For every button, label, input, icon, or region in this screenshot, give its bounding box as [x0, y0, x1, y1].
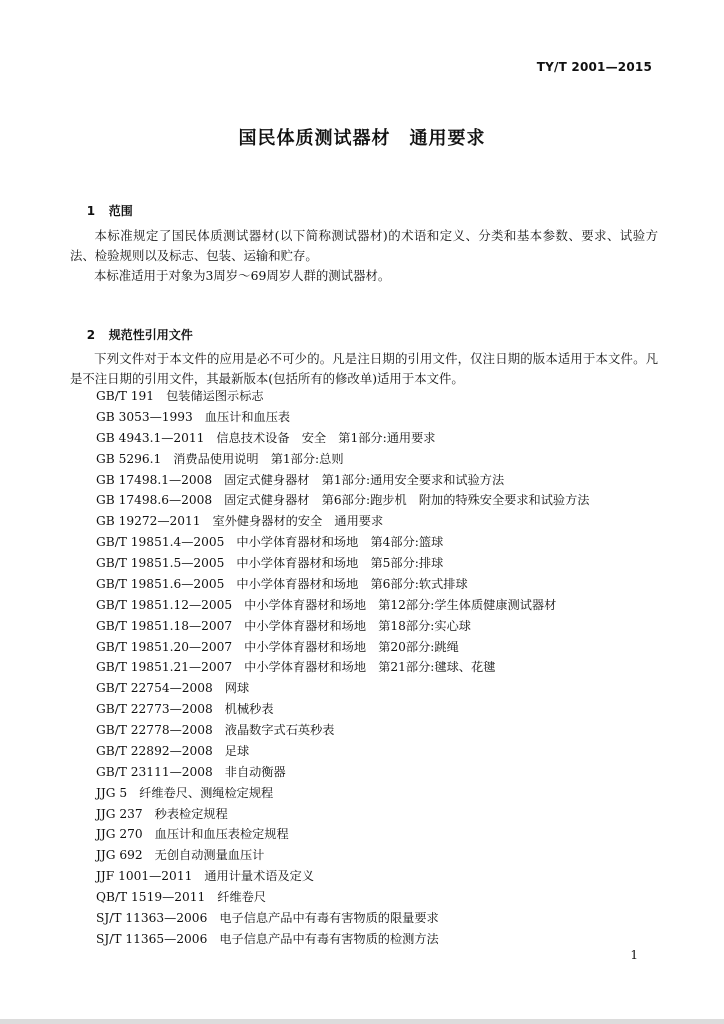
- reference-code: GB 17498.1—2008: [96, 472, 213, 487]
- reference-code: SJ/T 11365—2006: [96, 931, 208, 946]
- reference-title: 中小学体育器材和场地 第21部分:毽球、花毽: [244, 660, 496, 675]
- section-title: 规范性引用文件: [108, 328, 193, 342]
- reference-item: [96, 490, 589, 511]
- standard-code: TY/T 2001—2015: [536, 60, 652, 74]
- reference-code: GB/T 23111—2008: [96, 764, 213, 779]
- reference-title: 足球: [224, 743, 250, 758]
- reference-title: 非自动衡器: [224, 764, 286, 779]
- scope-paragraph-1: [70, 226, 658, 265]
- reference-item: [96, 616, 589, 637]
- reference-item: [96, 386, 589, 407]
- reference-item: [96, 866, 589, 887]
- reference-title: 中小学体育器材和场地 第12部分:学生体质健康测试器材: [244, 597, 557, 612]
- section-number: 1: [86, 204, 96, 218]
- reference-item: [96, 637, 589, 658]
- reference-title: 电子信息产品中有毒有害物质的限量要求: [219, 910, 439, 925]
- reference-code: GB/T 19851.21—2007: [96, 660, 233, 675]
- page-bottom-edge: [0, 1019, 724, 1024]
- section-title: 范围: [108, 204, 133, 218]
- reference-code: JJF 1001—2011: [96, 869, 193, 884]
- reference-item: [96, 532, 589, 553]
- reference-code: GB 5296.1: [96, 451, 162, 466]
- document-title: 国民体质测试器材 通用要求: [238, 128, 486, 149]
- reference-code: GB/T 191: [96, 389, 155, 403]
- reference-item: [96, 741, 589, 762]
- reference-item: [96, 845, 589, 866]
- reference-code: JJG 5: [96, 785, 128, 800]
- scope-paragraph-2: [70, 266, 658, 286]
- reference-title: 消费品使用说明 第1部分:总则: [173, 451, 344, 466]
- reference-title: 中小学体育器材和场地 第6部分:软式排球: [236, 576, 468, 591]
- reference-code: GB/T 22892—2008: [96, 743, 213, 758]
- reference-title: 室外健身器材的安全 通用要求: [212, 514, 384, 529]
- reference-item: [96, 678, 589, 699]
- reference-title: 中小学体育器材和场地 第18部分:实心球: [244, 618, 471, 633]
- reference-title: 中小学体育器材和场地 第20部分:跳绳: [244, 639, 459, 654]
- reference-title: 血压计和血压表: [204, 409, 291, 424]
- reference-title: 纤维卷尺: [217, 890, 267, 904]
- paragraph-text: 本标准适用于对象为3周岁～69周岁人群的测试器材。: [94, 268, 391, 283]
- reference-item: [96, 553, 589, 574]
- reference-code: JJG 237: [96, 806, 143, 821]
- reference-title: 通用计量术语及定义: [204, 869, 315, 884]
- reference-code: JJG 692: [96, 848, 143, 863]
- reference-title: 秒表检定规程: [154, 806, 228, 821]
- reference-item: [96, 762, 589, 783]
- reference-title: 机械秒表: [224, 702, 274, 717]
- reference-title: 电子信息产品中有毒有害物质的检测方法: [219, 931, 439, 946]
- section-number: 2: [86, 328, 96, 342]
- reference-title: 中小学体育器材和场地 第5部分:排球: [236, 556, 444, 570]
- reference-item: [96, 574, 589, 595]
- reference-item: [96, 470, 589, 491]
- reference-item: [96, 511, 589, 532]
- reference-item: [96, 595, 589, 616]
- reference-item: [96, 407, 589, 428]
- reference-item: [96, 720, 589, 741]
- reference-item: [96, 657, 589, 678]
- reference-code: GB/T 19851.6—2005: [96, 576, 225, 591]
- reference-item: [96, 428, 589, 449]
- reference-code: GB/T 19851.18—2007: [96, 618, 233, 633]
- paragraph-text: 本标准规定了国民体质测试器材(以下简称测试器材)的术语和定义、分类和基本参数、要求、试验方法、检验规则以及标志、包装、运输和贮存。: [70, 228, 658, 263]
- reference-code: JJG 270: [96, 827, 143, 842]
- reference-code: SJ/T 11363—2006: [96, 910, 208, 925]
- reference-item: [96, 824, 589, 845]
- reference-title: 液晶数字式石英秒表: [224, 723, 335, 737]
- reference-title: 血压计和血压表检定规程: [154, 827, 289, 842]
- reference-code: GB/T 22778—2008: [96, 723, 213, 737]
- reference-title: 纤维卷尺、测绳检定规程: [139, 785, 274, 800]
- normative-references-list: [96, 386, 589, 950]
- reference-item: [96, 449, 589, 470]
- reference-title: 中小学体育器材和场地 第4部分:篮球: [236, 535, 444, 550]
- reference-item: [96, 804, 589, 825]
- reference-code: GB/T 19851.5—2005: [96, 556, 225, 570]
- reference-title: 信息技术设备 安全 第1部分:通用要求: [216, 430, 436, 445]
- reference-title: 网球: [224, 681, 250, 696]
- reference-code: GB 19272—2011: [96, 514, 201, 529]
- reference-code: GB/T 19851.20—2007: [96, 639, 233, 654]
- reference-item: [96, 783, 589, 804]
- paragraph-text: 下列文件对于本文件的应用是必不可少的。凡是注日期的引用文件，仅注日期的版本适用于本文件。凡是不注日期的引用文件，其最新版本(包括所有的修改单)适用于本文件。: [70, 351, 658, 386]
- reference-code: GB/T 19851.12—2005: [96, 597, 233, 612]
- reference-code: GB/T 22754—2008: [96, 681, 213, 696]
- reference-item: [96, 699, 589, 720]
- reference-item: [96, 887, 589, 908]
- reference-title: 无创自动测量血压计: [154, 848, 265, 863]
- reference-title: 包装储运图示标志: [166, 389, 264, 403]
- reference-item: [96, 929, 589, 950]
- reference-code: QB/T 1519—2011: [96, 890, 206, 904]
- reference-title: 固定式健身器材 第1部分:通用安全要求和试验方法: [224, 472, 505, 487]
- reference-title: 固定式健身器材 第6部分:跑步机 附加的特殊安全要求和试验方法: [224, 493, 590, 508]
- reference-code: GB/T 22773—2008: [96, 702, 213, 717]
- reference-code: GB 17498.6—2008: [96, 493, 213, 508]
- references-intro-paragraph: [70, 349, 658, 388]
- reference-code: GB/T 19851.4—2005: [96, 535, 225, 550]
- reference-item: [96, 908, 589, 929]
- page-number: 1: [630, 948, 638, 962]
- reference-code: GB 3053—1993: [96, 409, 193, 424]
- reference-code: GB 4943.1—2011: [96, 430, 205, 445]
